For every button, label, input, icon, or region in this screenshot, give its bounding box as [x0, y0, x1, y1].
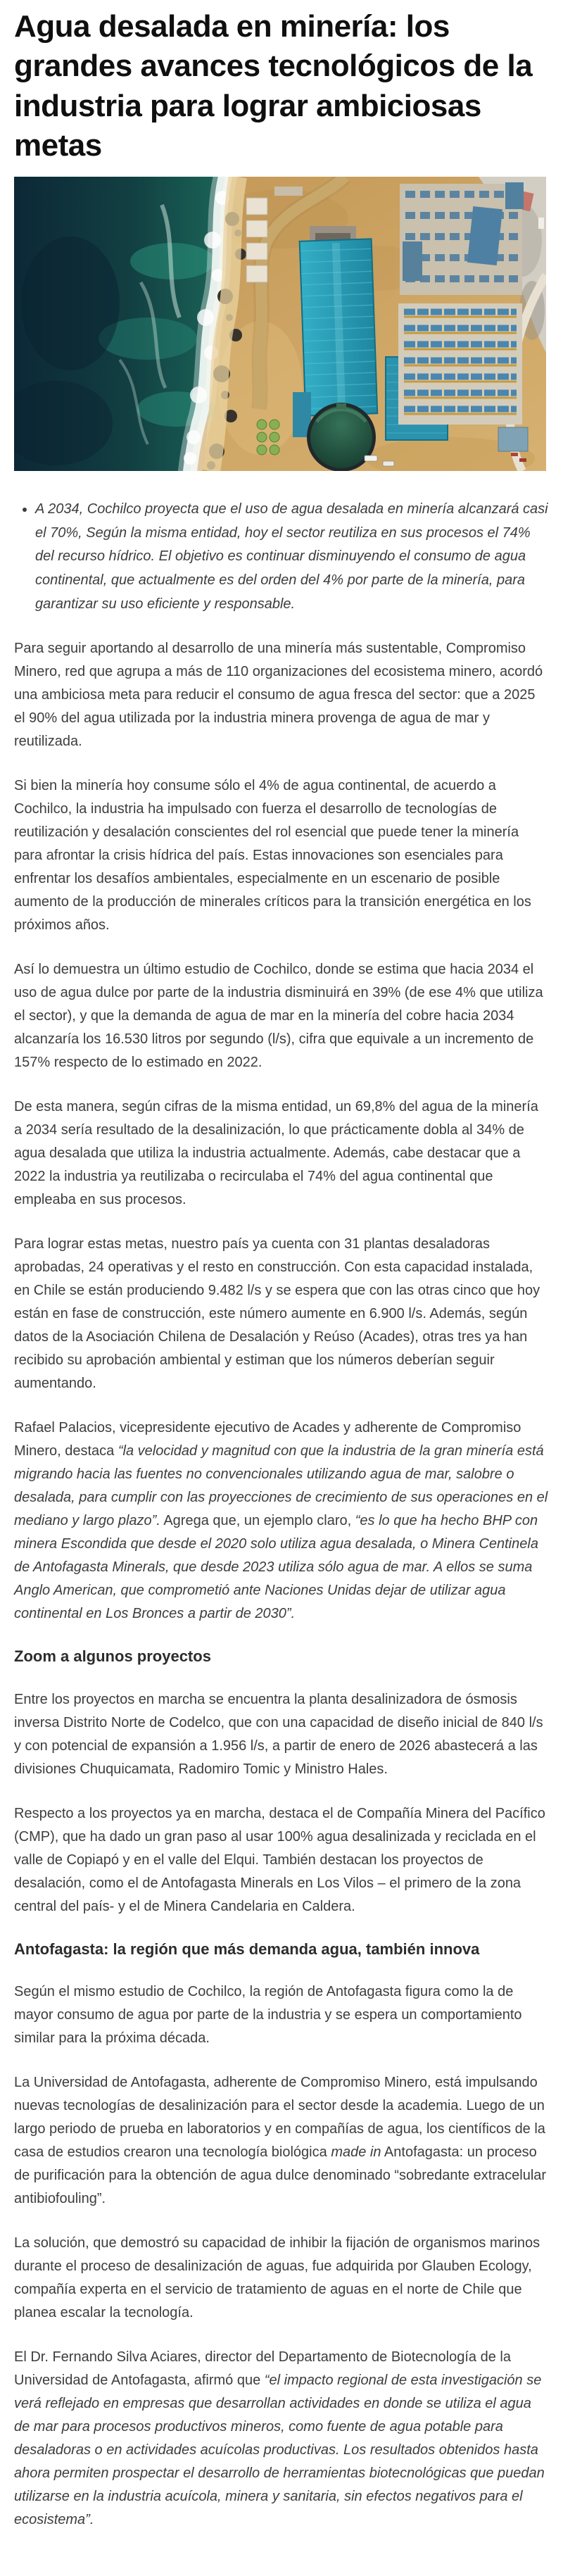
text-segment: Antofagasta: un proceso de purificación para la obtención de agua dulce denominado “sobredante extracelular antibiofouling”.	[14, 2144, 547, 2207]
paragraph	[14, 1416, 549, 1626]
paragraph	[14, 2071, 549, 2211]
lead-bullet-item	[35, 498, 549, 616]
text-segment: La Universidad de Antofagasta, adherente de Compromiso Minero, está impulsando nuevas tecnologías de desalinización para el sector desde la academia. Luego de un largo periodo de prueba en laboratorios y en compañías de agua, los científicos de la casa de estudios crearon una tecnología biológica	[14, 2075, 545, 2161]
text-segment: Para lograr estas metas, nuestro país ya cuenta con 31 plantas desaladoras aprobadas, 24 operativas y el resto en construcción. Con esta capacidad instalada, en Chile se están produciendo 9.482 l/s y se espera que con las otras cinco que hoy están en fase de construcción, este número aumente en 6.900 l/s. Además, según datos de la Asociación Chilena de Desalación y Reúso (Acades), otras tres ya han recibido su aprobación ambiental y estiman que los números deberían seguir aumentando.	[14, 1236, 540, 1392]
text-segment: Agrega que, un ejemplo claro,	[160, 1513, 355, 1529]
hero-image	[14, 177, 546, 471]
paragraph	[14, 958, 549, 1074]
paragraph	[14, 774, 549, 937]
text-segment: Para seguir aportando al desarrollo de una minería más sustentable, Compromiso Minero, red que agrupa a más de 110 organizaciones del ecosistema minero, acordó una ambiciosa meta para reducir el consumo de agua fresca del sector: que a 2025 el 90% del agua utilizada por la industria minera provenga de agua de mar y reutilizada.	[14, 641, 543, 750]
paragraph	[14, 637, 549, 753]
text-segment: Entre los proyectos en marcha se encuentra la planta desalinizadora de ósmosis inversa Distrito Norte de Codelco, que con una capacidad de diseño inicial de 840 l/s y con potencial de expansión a 1.956 l/s, a partir de enero de 2026 abastecerá a las divisiones Chuquicamata, Radomiro Tomic y Ministro Hales.	[14, 1691, 543, 1777]
text-segment: El Dr. Fernando Silva Aciares, director del Departamento de Biotecnología de la Universidad de Antofagasta, afirmó que	[14, 2349, 511, 2389]
text-segment: Así lo demuestra un último estudio de Cochilco, donde se estima que hacia 2034 el uso de agua dulce por parte de la industria disminuirá en 39% (de ese 4% que utiliza el sector), y que la demanda de agua de mar en la minería del cobre hacia 2034 alcanzaría los 16.530 litros por segundo (l/s), cifra que equivale a un incremento de 157% respecto de lo estimado en 2022.	[14, 962, 543, 1071]
paragraph	[14, 1233, 549, 1395]
text-segment: La solución, que demostró su capacidad de inhibir la fijación de organismos marinos durante el proceso de desalinización de aguas, fue adquirida por Glauben Ecology, compañía experta en el servicio de tratamiento de aguas en el norte de Chile que planea escalar la tecnología.	[14, 2235, 540, 2321]
desalination-plant-aerial-graphic	[14, 177, 546, 471]
section-heading: Antofagasta: la región que más demanda agua, también innova	[14, 1940, 480, 1958]
quote-or-emphasis-segment: A 2034, Cochilco proyecta que el uso de agua desalada en minería alcanzará casi el 70%, Según la misma entidad, hoy el sector reutiliza en sus procesos el 74% del recurso hídrico. El objetivo es continuar disminuyendo el consumo de agua continental, que actualmente es del orden del 4% por parte de la minería, para garantizar su uso eficiente y responsable.	[35, 501, 548, 612]
quote-or-emphasis-segment: “es lo que ha hecho BHP con minera Escondida que desde el 2020 solo utiliza agua desalada, o Minera Centinela de Antofagasta Minerals, que desde 2023 utiliza sólo agua de mar. A ellos se suma Anglo American, que comprometió ante Naciones Unidas dejar de utilizar agua continental en Los Bronces a partir de 2030”.	[14, 1513, 538, 1622]
paragraph	[14, 2232, 549, 2325]
article-body	[14, 498, 549, 2532]
text-segment: Según el mismo estudio de Cochilco, la región de Antofagasta figura como la de mayor consumo de agua por parte de la industria y se espera un comportamiento similar para la próxima década.	[14, 1984, 522, 2047]
article-title: Agua desalada en minería: los grandes avances tecnológicos de la industria para lograr ambiciosas metas	[14, 9, 533, 163]
article	[14, 7, 549, 2532]
lead-bullet-list	[14, 498, 549, 616]
paragraph	[14, 1688, 549, 1781]
paragraph	[14, 1802, 549, 1918]
section-heading: Zoom a algunos proyectos	[14, 1647, 211, 1666]
text-segment: De esta manera, según cifras de la misma entidad, un 69,8% del agua de la minería a 2034 sería resultado de la desalinización, lo que prácticamente dobla al 34% de agua desalada que utiliza la industria actualmente. Además, cabe destacar que a 2022 la industria ya reutilizaba o recirculaba el 74% del agua continental que empleaba en sus procesos.	[14, 1099, 538, 1208]
quote-or-emphasis-segment: “la velocidad y magnitud con que la industria de la gran minería está migrando hacia las fuentes no convencionales utilizando agua de mar, salobre o desalada, para cumplir con las proyecciones de crecimiento de sus operaciones en el mediano y largo plazo”.	[14, 1443, 548, 1529]
text-segment: Respecto a los proyectos ya en marcha, destaca el de Compañía Minera del Pacífico (CMP), que ha dado un gran paso al usar 100% agua desalinizada y reciclada en el valle de Copiapó y en el valle del Elqui. También destacan los proyectos de desalación, como el de Antofagasta Minerals en Los Vilos – el primero de la zona central del país- y el de Minera Candelaria en Caldera.	[14, 1805, 545, 1914]
quote-or-emphasis-segment: made in	[331, 2144, 381, 2161]
quote-or-emphasis-segment: “el impacto regional de esta investigación se verá reflejado en empresas que desarrollan actividades en donde se utiliza el agua de mar para procesos productivos mineros, como fuente de agua potable para desaladoras o en actividades acuícolas productivas. Los resultados obtenidos hasta ahora permiten prospectar el desarrollo de herramientas biotecnológicas que puedan utilizarse en la industria acuícola, minera y sanitaria, sin efectos negativos para el ecosistema”.	[14, 2373, 545, 2528]
text-segment: Si bien la minería hoy consume sólo el 4% de agua continental, de acuerdo a Cochilco, la industria ha impulsado con fuerza el desarrollo de tecnologías de reutilización y desalación conscientes del rol esencial que puede tener la minería para afrontar la crisis hídrica del país. Estas innovaciones son esenciales para enfrentar los desafíos ambientales, especialmente en un escenario de posible aumento de la producción de minerales críticos para la transición energética en los próximos años.	[14, 778, 531, 934]
paragraph	[14, 1980, 549, 2050]
paragraph	[14, 2346, 549, 2532]
paragraph	[14, 1095, 549, 1212]
text-segment: Rafael Palacios, vicepresidente ejecutivo de Acades y adherente de Compromiso Minero, destaca	[14, 1420, 521, 1459]
